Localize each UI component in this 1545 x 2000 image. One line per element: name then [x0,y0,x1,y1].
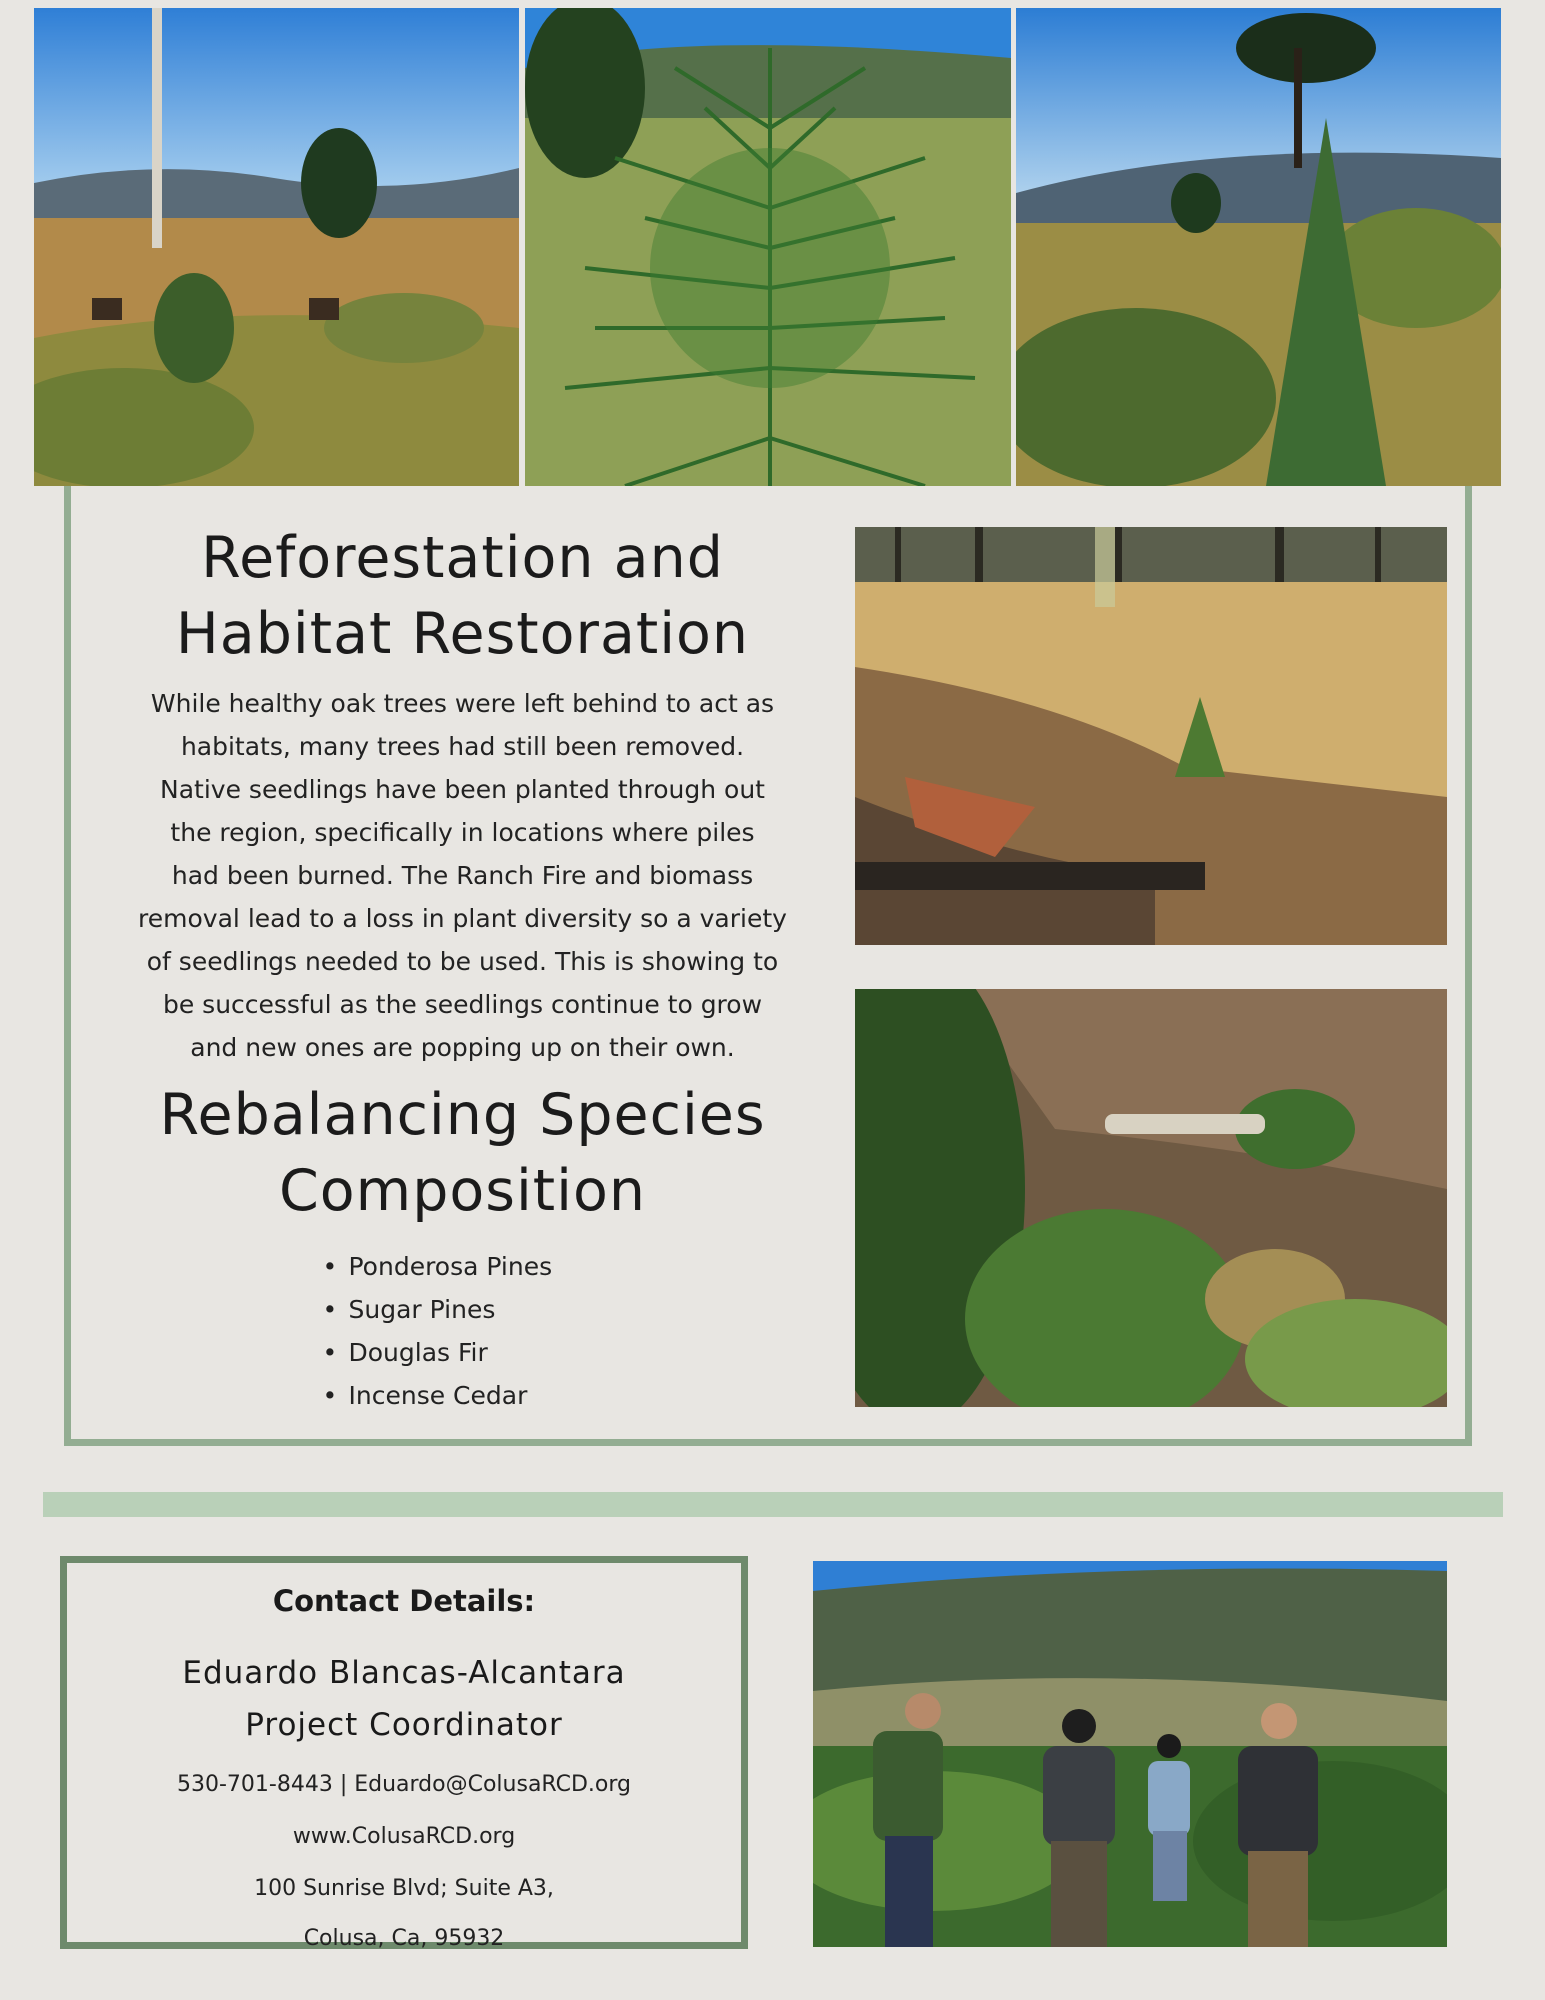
contact-website[interactable]: www.ColusaRCD.org [292,1824,516,1849]
photo-pine-seedling [525,8,1011,486]
contact-phone-email[interactable]: 530-701-8443 | Eduardo@ColusaRCD.org [176,1772,631,1797]
species-item: • Douglas Fir [323,1331,603,1374]
photo-seedling-dry-grass [855,527,1447,945]
paragraph-line: While healthy oak trees were left behind to act as [150,689,775,718]
paragraph-line: removal lead to a loss in plant diversity so a variety [138,904,787,933]
paragraph-line: Native seedlings have been planted through out [160,775,765,804]
heading-line: Composition [279,1158,646,1224]
section-heading-reforestation [120,520,805,672]
paragraph-line: and new ones are popping up on their own. [190,1033,735,1062]
contact-address-line1: 100 Sunrise Blvd; Suite A3, [254,1876,554,1901]
photo-field-team [813,1561,1447,1947]
species-item: • Ponderosa Pines [323,1245,603,1288]
contact-name: Eduardo Blancas-Alcantara [182,1655,626,1691]
photo-seedlings-debris [855,989,1447,1407]
section-heading-species [120,1077,805,1229]
paragraph-line: habitats, many trees had still been removed. [180,732,745,761]
contact-details-box [60,1556,748,1949]
species-item: • Incense Cedar [323,1374,603,1417]
paragraph-line: had been burned. The Ranch Fire and biomass [171,861,754,890]
reforestation-paragraph [120,682,805,1069]
heading-line: Reforestation and [201,525,724,591]
species-list [323,1245,603,1417]
paragraph-line: be successful as the seedlings continue to grow [162,990,763,1019]
species-item: • Sugar Pines [323,1288,603,1331]
heading-line: Rebalancing Species [159,1082,766,1148]
paragraph-line: of seedlings needed to be used. This is showing to [146,947,779,976]
photo-burned-hillside [34,8,519,486]
heading-line: Habitat Restoration [175,601,750,667]
section-divider-bar [43,1492,1503,1517]
paragraph-line: the region, specifically in locations where piles [170,818,755,847]
contact-role: Project Coordinator [245,1707,563,1743]
contact-address-line2: Colusa, Ca, 95932 [303,1926,505,1951]
contact-title: Contact Details: [272,1584,536,1618]
photo-young-pine-hillside [1016,8,1501,486]
main-text-column [120,520,805,1417]
